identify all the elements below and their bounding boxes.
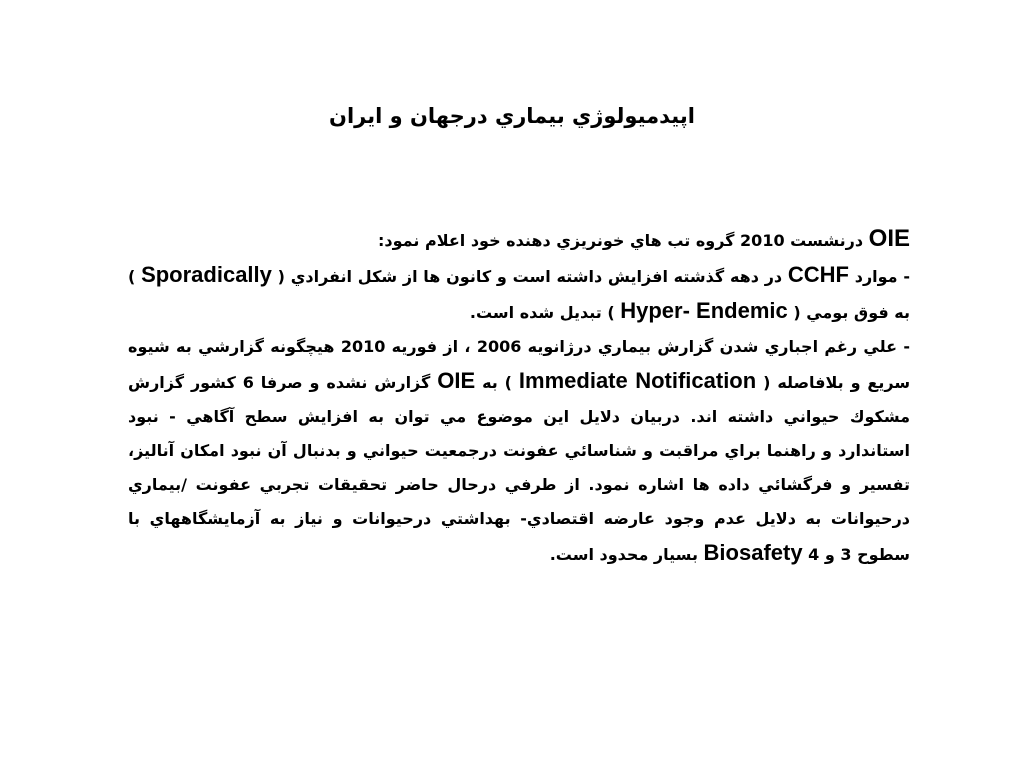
paragraph-cchf-cases bbox=[128, 258, 910, 330]
cchf-cases-text-c: ) به فوق بومي ( bbox=[128, 267, 910, 322]
reporting-text-c: گزارش نشده و صرفا 6 كشور گزارش مشكوك حيواني داشته اند. دربيان دلايل اين موضوع مي توان به افزايش سطح آگاهي - نبود استاندارد و راهنما براي مراقبت و شناسائي عفونت درجمعيت حيواني و بدنبال آن نبود امكان آناليز، تفسير و فرگشائي داده ها اشاره نمود. از طرفي درحال حاضر تحقيقات تجربي عفونت /بيماري درحيوانات به دلايل عدم وجود عارضه اقتصادي- بهداشتي درحيوانات و نياز به آزمايشگاههاي با سطوح 3 و 4 bbox=[128, 373, 910, 564]
cchf-cases-text-a: - موارد bbox=[854, 267, 910, 286]
sporadically-term: Sporadically bbox=[141, 262, 272, 287]
oie-term-2: OIE bbox=[437, 368, 476, 393]
oie-term: OIE bbox=[868, 225, 910, 252]
cchf-cases-text-d: ) تبديل شده است. bbox=[469, 303, 615, 322]
hyper-endemic-term: Hyper- Endemic bbox=[620, 298, 788, 323]
reporting-text-a: - علي رغم اجباري شدن گزارش بيماري درژانويه 2006 ، از فوريه 2010 هيچگونه گزارشي به شيوه سريع و بلافاصله ( bbox=[128, 337, 911, 392]
slide-title: اپيدميولوژي بيماري درجهان و ايران bbox=[329, 104, 695, 128]
oie-announcement-text: درنشست 2010 گروه تب هاي خونريزي دهنده خود اعلام نمود: bbox=[378, 231, 864, 250]
reporting-text-d: بسيار محدود است. bbox=[549, 545, 698, 564]
paragraph-reporting bbox=[128, 330, 910, 572]
biosafety-term: Biosafety bbox=[703, 540, 803, 565]
reporting-text-b: ) به bbox=[482, 373, 512, 392]
cchf-cases-text-b: در دهه گذشته افزايش داشته است و كانون ها از شكل انفرادي ( bbox=[277, 267, 783, 286]
immediate-notification-term: Immediate Notification bbox=[518, 368, 757, 393]
paragraph-oie-announcement bbox=[128, 222, 910, 258]
cchf-term: CCHF bbox=[787, 262, 849, 287]
slide-body bbox=[128, 222, 910, 572]
